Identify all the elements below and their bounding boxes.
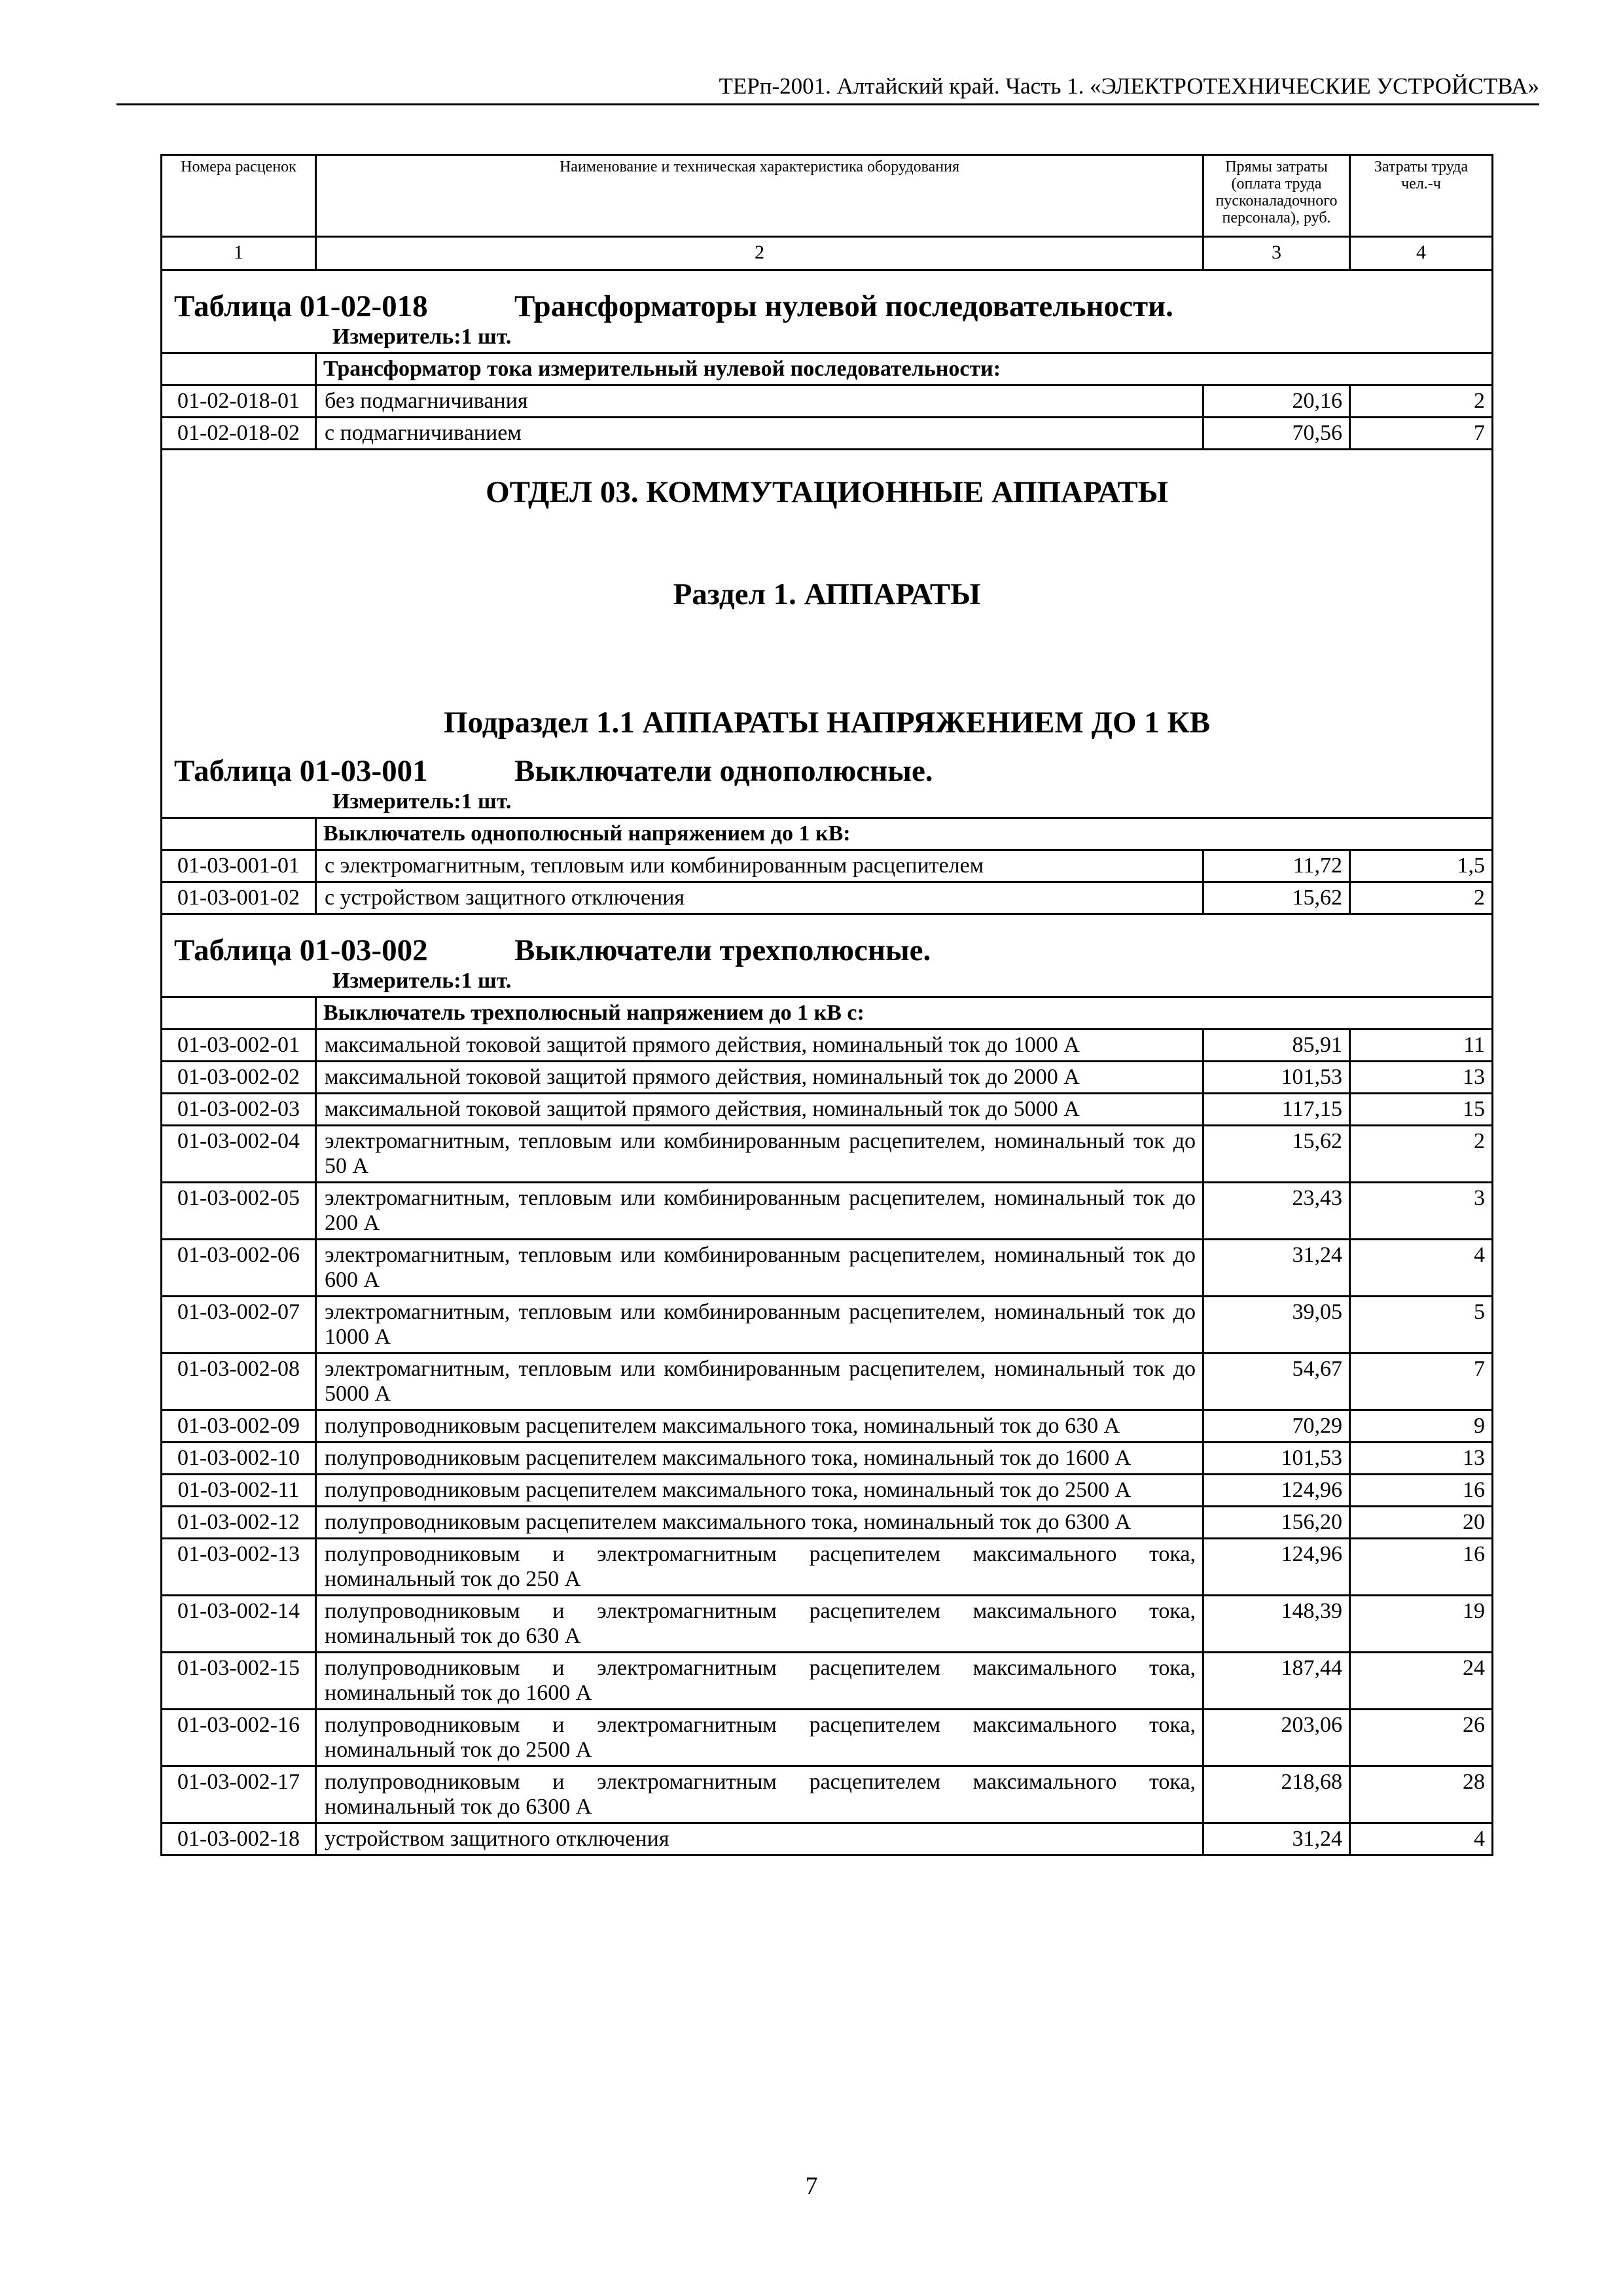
rate-labor: 24 (1350, 1653, 1493, 1710)
measure-row (162, 789, 1493, 818)
rate-code: 01-03-002-09 (162, 1410, 316, 1443)
measure-unit: Измеритель:1 шт. (162, 325, 1493, 353)
table-row (162, 1653, 1493, 1710)
table-heading (162, 749, 1493, 789)
table-heading-row (162, 270, 1493, 325)
rate-cost: 101,53 (1204, 1443, 1350, 1475)
table-row (162, 1823, 1493, 1856)
rate-description: полупроводниковым расцепителем максимального тока, номинальный ток до 2500 А (316, 1475, 1204, 1507)
rate-labor: 4 (1350, 1240, 1493, 1297)
table-heading-row (162, 749, 1493, 789)
table-row (162, 1767, 1493, 1823)
rate-description: максимальной токовой защитой прямого действия, номинальный ток до 5000 А (316, 1094, 1204, 1126)
group-code-cell (162, 818, 316, 850)
rate-cost: 15,62 (1204, 882, 1350, 914)
price-table (160, 154, 1493, 1856)
table-row (162, 1354, 1493, 1410)
section-row (162, 450, 1493, 544)
rate-labor: 19 (1350, 1596, 1493, 1653)
column-header-codes: Номера расценок (162, 155, 316, 237)
table-row (162, 1475, 1493, 1507)
rate-code: 01-03-002-17 (162, 1767, 316, 1823)
rate-code: 01-03-002-16 (162, 1710, 316, 1767)
table-row (162, 1710, 1493, 1767)
group-title: Трансформатор тока измерительный нулевой последовательности: (316, 353, 1493, 386)
rate-description: электромагнитным, тепловым или комбинированным расцепителем, номинальный ток до 1000 А (316, 1297, 1204, 1354)
rate-code: 01-02-018-01 (162, 386, 316, 418)
rate-description: полупроводниковым расцепителем максимального тока, номинальный ток до 1600 А (316, 1443, 1204, 1475)
rate-labor: 15 (1350, 1094, 1493, 1126)
table-row (162, 1240, 1493, 1297)
rate-description: полупроводниковым и электромагнитным расцепителем максимального тока, номинальный ток до 250 А (316, 1539, 1204, 1596)
group-code-cell (162, 353, 316, 386)
table-row (162, 1596, 1493, 1653)
rate-labor: 9 (1350, 1410, 1493, 1443)
rate-cost: 148,39 (1204, 1596, 1350, 1653)
group-row (162, 818, 1493, 850)
group-title: Выключатель трехполюсный напряжением до 1 кВ с: (316, 997, 1493, 1030)
rate-code: 01-03-002-07 (162, 1297, 316, 1354)
rate-cost: 187,44 (1204, 1653, 1350, 1710)
rate-labor: 3 (1350, 1183, 1493, 1240)
table-row (162, 1443, 1493, 1475)
rate-code: 01-03-002-15 (162, 1653, 316, 1710)
table-row (162, 1297, 1493, 1354)
rate-cost: 15,62 (1204, 1126, 1350, 1183)
page-number: 7 (805, 2172, 818, 2200)
rate-description: электромагнитным, тепловым или комбинированным расцепителем, номинальный ток до 50 А (316, 1126, 1204, 1183)
rate-code: 01-03-002-10 (162, 1443, 316, 1475)
rate-labor: 2 (1350, 386, 1493, 418)
rate-code: 01-03-002-06 (162, 1240, 316, 1297)
rate-description: полупроводниковым и электромагнитным расцепителем максимального тока, номинальный ток до 1600 А (316, 1653, 1204, 1710)
rate-description: без подмагничивания (316, 386, 1204, 418)
column-number: 2 (316, 237, 1204, 270)
rate-cost: 23,43 (1204, 1183, 1350, 1240)
rate-labor: 11 (1350, 1030, 1493, 1062)
table-number: Таблица 01-02-018 (174, 289, 428, 323)
group-title: Выключатель однополюсный напряжением до 1 кВ: (316, 818, 1493, 850)
table-row (162, 1507, 1493, 1539)
table-row (162, 882, 1493, 914)
rate-code: 01-03-002-02 (162, 1062, 316, 1094)
rate-code: 01-03-002-05 (162, 1183, 316, 1240)
rate-labor: 7 (1350, 418, 1493, 450)
column-header-name: Наименование и техническая характеристика оборудования (316, 155, 1204, 237)
rate-cost: 203,06 (1204, 1710, 1350, 1767)
rate-code: 01-03-002-14 (162, 1596, 316, 1653)
section-heading: Раздел 1. АППАРАТЫ (162, 543, 1493, 658)
column-number: 4 (1350, 237, 1493, 270)
rate-cost: 11,72 (1204, 850, 1350, 882)
column-header-row (162, 155, 1493, 237)
table-heading (162, 270, 1493, 325)
table-row (162, 1410, 1493, 1443)
rate-cost: 101,53 (1204, 1062, 1350, 1094)
rate-description: полупроводниковым и электромагнитным расцепителем максимального тока, номинальный ток до 630 А (316, 1596, 1204, 1653)
table-row (162, 1183, 1493, 1240)
table-row (162, 1539, 1493, 1596)
rate-cost: 20,16 (1204, 386, 1350, 418)
group-row (162, 997, 1493, 1030)
rate-cost: 39,05 (1204, 1297, 1350, 1354)
measure-unit: Измеритель:1 шт. (162, 789, 1493, 818)
subsection-heading: Подраздел 1.1 АППАРАТЫ НАПРЯЖЕНИЕМ ДО 1 КВ (162, 658, 1493, 749)
rate-description: максимальной токовой защитой прямого действия, номинальный ток до 1000 А (316, 1030, 1204, 1062)
rate-cost: 54,67 (1204, 1354, 1350, 1410)
rate-code: 01-03-002-03 (162, 1094, 316, 1126)
rate-code: 01-03-002-04 (162, 1126, 316, 1183)
department-heading: ОТДЕЛ 03. КОММУТАЦИОННЫЕ АППАРАТЫ (162, 450, 1493, 544)
column-number-row (162, 237, 1493, 270)
rate-description: полупроводниковым и электромагнитным расцепителем максимального тока, номинальный ток до 6300 А (316, 1767, 1204, 1823)
rate-labor: 28 (1350, 1767, 1493, 1823)
rate-cost: 85,91 (1204, 1030, 1350, 1062)
rate-description: электромагнитным, тепловым или комбинированным расцепителем, номинальный ток до 200 А (316, 1183, 1204, 1240)
rate-description: полупроводниковым и электромагнитным расцепителем максимального тока, номинальный ток до 2500 А (316, 1710, 1204, 1767)
rate-code: 01-03-001-02 (162, 882, 316, 914)
rate-labor: 2 (1350, 1126, 1493, 1183)
rate-labor: 7 (1350, 1354, 1493, 1410)
column-header-labor: Затраты труда чел.-ч (1350, 155, 1493, 237)
table-title: Выключатели однополюсные. (514, 754, 933, 788)
rate-labor: 1,5 (1350, 850, 1493, 882)
rate-labor: 16 (1350, 1475, 1493, 1507)
rate-code: 01-03-002-13 (162, 1539, 316, 1596)
rate-description: электромагнитным, тепловым или комбинированным расцепителем, номинальный ток до 600 А (316, 1240, 1204, 1297)
rate-code: 01-03-002-11 (162, 1475, 316, 1507)
table-row (162, 386, 1493, 418)
rate-code: 01-03-001-01 (162, 850, 316, 882)
measure-row (162, 969, 1493, 997)
column-number: 1 (162, 237, 316, 270)
table-row (162, 1062, 1493, 1094)
table-title: Выключатели трехполюсные. (514, 933, 931, 967)
rate-cost: 31,24 (1204, 1240, 1350, 1297)
table-row (162, 850, 1493, 882)
table-row (162, 1030, 1493, 1062)
rate-description: с электромагнитным, тепловым или комбинированным расцепителем (316, 850, 1204, 882)
rate-cost: 218,68 (1204, 1767, 1350, 1823)
rate-code: 01-03-002-12 (162, 1507, 316, 1539)
rate-cost: 156,20 (1204, 1507, 1350, 1539)
rate-labor: 26 (1350, 1710, 1493, 1767)
rate-cost: 31,24 (1204, 1823, 1350, 1856)
table-heading (162, 914, 1493, 969)
rate-labor: 13 (1350, 1443, 1493, 1475)
rate-cost: 70,29 (1204, 1410, 1350, 1443)
rate-code: 01-02-018-02 (162, 418, 316, 450)
rate-labor: 16 (1350, 1539, 1493, 1596)
rate-labor: 2 (1350, 882, 1493, 914)
column-header-cost: Прямы затраты (оплата труда пусконаладочного персонала), руб. (1204, 155, 1350, 237)
rate-code: 01-03-002-01 (162, 1030, 316, 1062)
rate-description: с подмагничиванием (316, 418, 1204, 450)
rate-description: электромагнитным, тепловым или комбинированным расцепителем, номинальный ток до 5000 А (316, 1354, 1204, 1410)
group-code-cell (162, 997, 316, 1030)
measure-row (162, 325, 1493, 353)
measure-unit: Измеритель:1 шт. (162, 969, 1493, 997)
rate-cost: 70,56 (1204, 418, 1350, 450)
table-title: Трансформаторы нулевой последовательности. (514, 289, 1173, 323)
column-number: 3 (1204, 237, 1350, 270)
rate-description: максимальной токовой защитой прямого действия, номинальный ток до 2000 А (316, 1062, 1204, 1094)
rate-labor: 20 (1350, 1507, 1493, 1539)
rate-cost: 124,96 (1204, 1539, 1350, 1596)
table-row (162, 1094, 1493, 1126)
rate-description: устройством защитного отключения (316, 1823, 1204, 1856)
rate-code: 01-03-002-08 (162, 1354, 316, 1410)
table-number: Таблица 01-03-002 (174, 933, 428, 967)
running-header: ТЕРп-2001. Алтайский край. Часть 1. «ЭЛЕКТРОТЕХНИЧЕСКИЕ УСТРОЙСТВА» (116, 72, 1539, 105)
rate-labor: 4 (1350, 1823, 1493, 1856)
rate-labor: 13 (1350, 1062, 1493, 1094)
rate-cost: 124,96 (1204, 1475, 1350, 1507)
table-row (162, 418, 1493, 450)
rate-description: полупроводниковым расцепителем максимального тока, номинальный ток до 630 А (316, 1410, 1204, 1443)
section-row (162, 543, 1493, 658)
section-row (162, 658, 1493, 749)
group-row (162, 353, 1493, 386)
rate-code: 01-03-002-18 (162, 1823, 316, 1856)
table-heading-row (162, 914, 1493, 969)
table-row (162, 1126, 1493, 1183)
rate-description: полупроводниковым расцепителем максимального тока, номинальный ток до 6300 А (316, 1507, 1204, 1539)
rate-labor: 5 (1350, 1297, 1493, 1354)
rate-description: с устройством защитного отключения (316, 882, 1204, 914)
rate-cost: 117,15 (1204, 1094, 1350, 1126)
table-number: Таблица 01-03-001 (174, 754, 428, 788)
